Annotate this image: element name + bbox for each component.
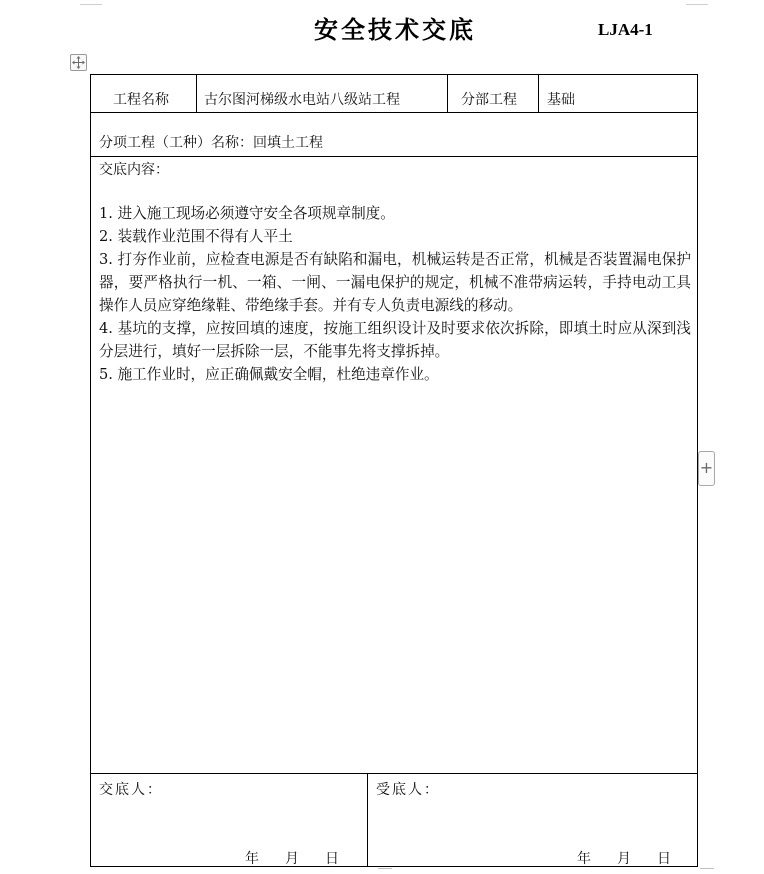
division-label: 分部工程 bbox=[461, 92, 517, 108]
year-label: 年 bbox=[245, 851, 259, 867]
page-bottom-mark-right bbox=[700, 868, 714, 874]
subitem-value: 回填土工程 bbox=[253, 135, 323, 151]
content-item: 5. 施工作业时，应正确佩戴安全帽，杜绝违章作业。 bbox=[99, 366, 439, 383]
project-name-value: 古尔图河梯级水电站八级站工程 bbox=[204, 92, 400, 108]
giver-date bbox=[245, 848, 339, 868]
page-corner-mark-right bbox=[686, 0, 708, 5]
col-divider-1 bbox=[196, 75, 197, 112]
col-divider-2 bbox=[447, 75, 448, 112]
document-code: LJA4-1 bbox=[598, 20, 653, 39]
project-name-label: 工程名称 bbox=[113, 92, 169, 108]
col-divider-3 bbox=[538, 75, 539, 112]
content-item: 1. 进入施工现场必须遵守安全各项规章制度。 bbox=[99, 205, 395, 222]
row-divider-header bbox=[91, 112, 697, 113]
col-divider-signature bbox=[367, 773, 368, 866]
disclosure-table bbox=[90, 74, 698, 867]
content-item: 4. 基坑的支撑，应按回填的速度，按施工组织设计及时要求依次拆除，即填土时应从深到浅分层进行，填好一层拆除一层，不能事先将支撑拆掉。 bbox=[99, 320, 691, 360]
row-divider-signature bbox=[91, 773, 697, 774]
content-item: 2. 装载作业范围不得有人平土 bbox=[99, 228, 293, 245]
receiver-date bbox=[577, 848, 671, 868]
move-arrows-icon[interactable] bbox=[70, 54, 87, 71]
content-list bbox=[99, 202, 691, 386]
giver-label: 交底人： bbox=[99, 782, 163, 798]
receiver-label: 受底人： bbox=[376, 782, 440, 798]
plus-icon[interactable]: + bbox=[698, 451, 715, 486]
subitem-row bbox=[99, 132, 323, 152]
division-value: 基础 bbox=[547, 92, 575, 108]
row-divider-subitem bbox=[91, 156, 697, 157]
content-label: 交底内容： bbox=[99, 162, 169, 178]
page-corner-mark-left bbox=[80, 0, 102, 5]
document-title: 安全技术交底 bbox=[314, 16, 476, 44]
month-label: 月 bbox=[617, 851, 631, 867]
content-item: 3. 打夯作业前，应检查电源是否有缺陷和漏电，机械运转是否正常，机械是否装置漏电保护器，要严格执行一机、一箱、一闸、一漏电保护的规定，机械不准带病运转，手持电动工具操作人员应穿绝缘鞋、带绝缘手套。并有专人负责电源线的移动。 bbox=[99, 251, 691, 314]
year-label: 年 bbox=[577, 851, 591, 867]
day-label: 日 bbox=[657, 851, 671, 867]
subitem-label: 分项工程（工种）名称： bbox=[99, 135, 253, 151]
page-bottom-mark-left bbox=[378, 868, 392, 874]
month-label: 月 bbox=[285, 851, 299, 867]
day-label: 日 bbox=[325, 851, 339, 867]
